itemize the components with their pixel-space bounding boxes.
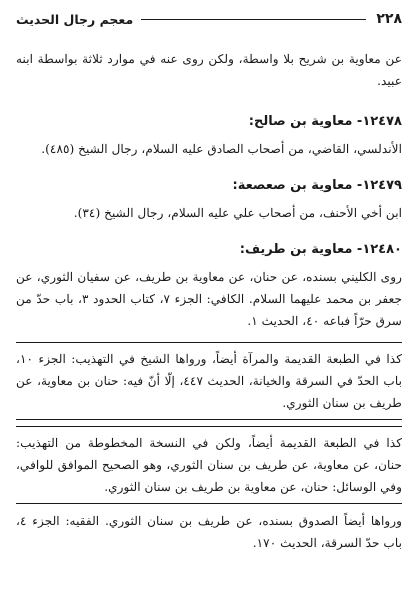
entry-body: روى الكليني بسنده، عن حنان، عن معاوية بن طريف، عن سفيان الثوري، عن جعفر بن محمد عليهما السلام. الكافي: الجزء ٧، كتاب الحدود ٣، باب حدّ من سرق حرّاً فباعه ٤٠، الحديث ١. (16, 270, 403, 328)
note-block (16, 342, 402, 420)
entry-12479 (16, 176, 402, 224)
entry-12480 (16, 240, 402, 332)
intro-paragraph: عن معاوية بن شريح بلا واسطة، ولكن روى عنه في موارد ثلاثة بواسطة ابنه عبيد. (16, 52, 402, 88)
entry-heading: ١٢٤٨٠- معاوية بن طريف: (239, 242, 402, 257)
note-text: كذا في الطبعة القديمة أيضاً، ولكن في النسخة المخطوطة من التهذيب: حنان، عن معاوية، عن طريف بن سنان الثوري، وهو الصحيح الموافق للوافي، وفي الوسائل: حنان، عن معاوية بن طريف بن سنان الثوري. (16, 436, 402, 494)
header-rule (141, 19, 366, 20)
note-text: كذا في الطبعة القديمة والمرآة أيضاً، ورواها الشيخ في التهذيب: الجزء ١٠، باب الحدّ في السرقة والخيانة، الحديث ٤٤٧، إلّا أنّ فيه: حنان بن معاوية، عن طريف بن سنان الثوري. (16, 352, 402, 410)
book-title: معجم رجال الحديث (16, 11, 134, 27)
page (16, 8, 402, 610)
running-header (16, 8, 402, 30)
page-number: ٢٢٨ (376, 11, 402, 27)
entry-body: ابن أخي الأحنف، من أصحاب علي عليه السلام، رجال الشيخ (٣٤). (73, 206, 402, 220)
entry-heading: ١٢٤٧٩- معاوية بن صعصعة: (232, 178, 402, 193)
note-block (16, 426, 402, 504)
entry-body: الأندلسي، القاضي، من أصحاب الصادق عليه السلام، رجال الشيخ (٤٨٥). (41, 142, 402, 156)
final-paragraph: ورواها أيضاً الصدوق بسنده، عن طريف بن سنان الثوري. الفقيه: الجزء ٤، باب حدّ السرقة، الحديث ١٧٠. (16, 514, 402, 550)
entry-heading: ١٢٤٧٨- معاوية بن صالح: (248, 114, 402, 129)
entry-12478 (16, 112, 402, 160)
